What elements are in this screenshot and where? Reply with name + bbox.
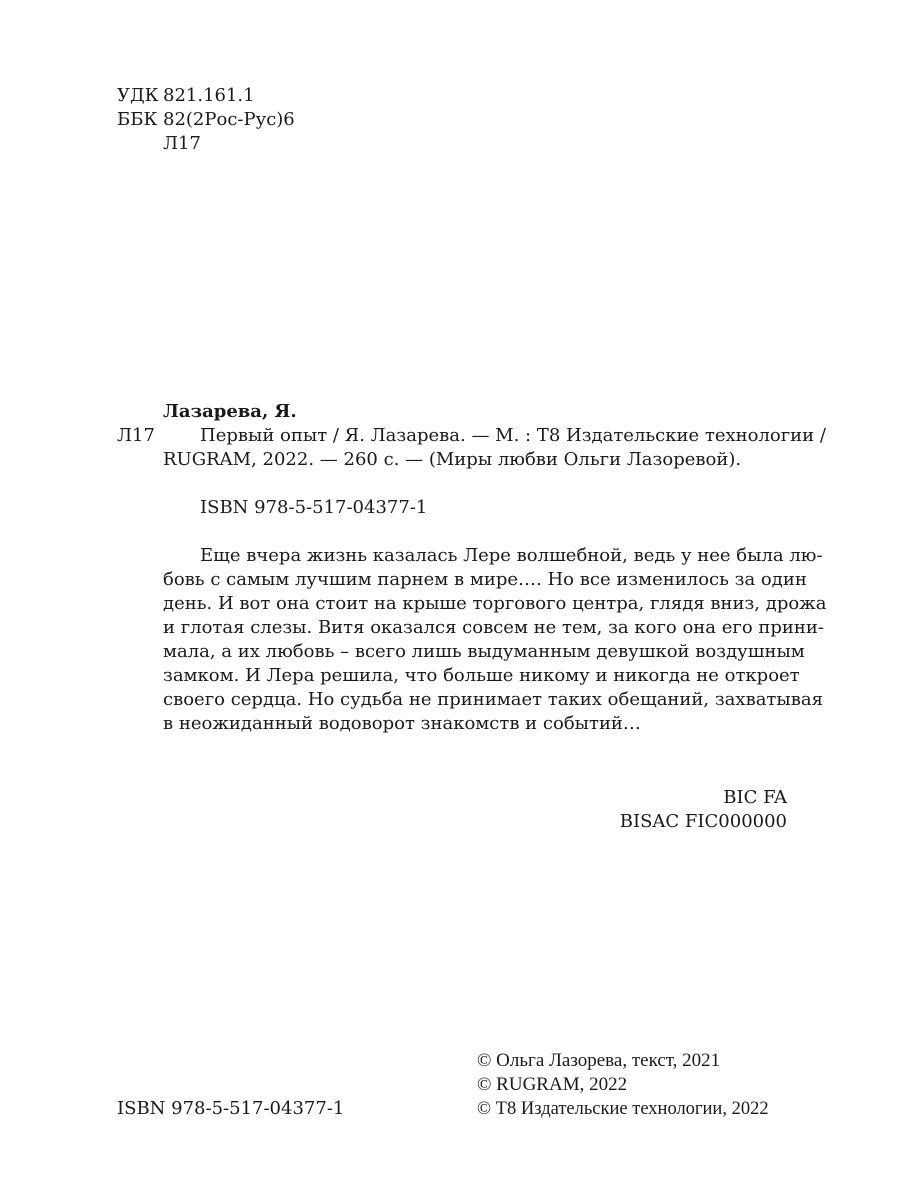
bbk-value: 82(2Рос-Рус)6 xyxy=(163,109,295,130)
record-line-1: Первый опыт / Я. Лазарева. — М. : Т8 Издательские технологии / xyxy=(200,425,826,446)
record-line-2: RUGRAM, 2022. — 260 с. — (Миры любви Ольги Лазоревой). xyxy=(163,449,742,470)
copyright-t8: © Т8 Издательские технологии, 2022 xyxy=(477,1099,769,1119)
annotation-line-1: Еще вчера жизнь казалась Лере волшебной, ведь у нее была лю- xyxy=(200,545,823,566)
annotation-line-4: и глотая слезы. Витя оказался совсем не тем, за кого она его прини- xyxy=(163,617,824,638)
annotation-line-2: бовь с самым лучшим парнем в мире…. Но все изменилось за один xyxy=(163,569,807,590)
author-heading: Лазарева, Я. xyxy=(163,401,297,422)
copyright-author: © Ольга Лазорева, текст, 2021 xyxy=(477,1050,721,1071)
bbk-label: ББК xyxy=(117,109,158,130)
annotation-line-7: своего сердца. Но судьба не принимает таких обещаний, захватывая xyxy=(163,689,823,710)
bic-code: BIC FA xyxy=(723,787,787,808)
udk-value: 821.161.1 xyxy=(163,85,255,106)
bisac-code: BISAC FIC000000 xyxy=(619,811,787,832)
annotation-line-3: день. И вот она стоит на крыше торгового центра, глядя вниз, дрожа xyxy=(163,593,827,614)
udk-label: УДК xyxy=(117,85,159,106)
annotation-line-5: мала, а их любовь – всего лишь выдуманным девушкой воздушным xyxy=(163,641,805,662)
footer-isbn: ISBN 978-5-517-04377-1 xyxy=(117,1098,345,1119)
annotation-line-6: замком. И Лера решила, что больше никому и никогда не откроет xyxy=(163,665,800,686)
record-left-mark: Л17 xyxy=(117,425,155,446)
copyright-rugram: © RUGRAM, 2022 xyxy=(477,1074,628,1095)
record-isbn: ISBN 978-5-517-04377-1 xyxy=(200,497,428,518)
annotation-line-8: в неожиданный водоворот знакомств и событий… xyxy=(163,713,641,734)
author-mark: Л17 xyxy=(163,133,201,154)
